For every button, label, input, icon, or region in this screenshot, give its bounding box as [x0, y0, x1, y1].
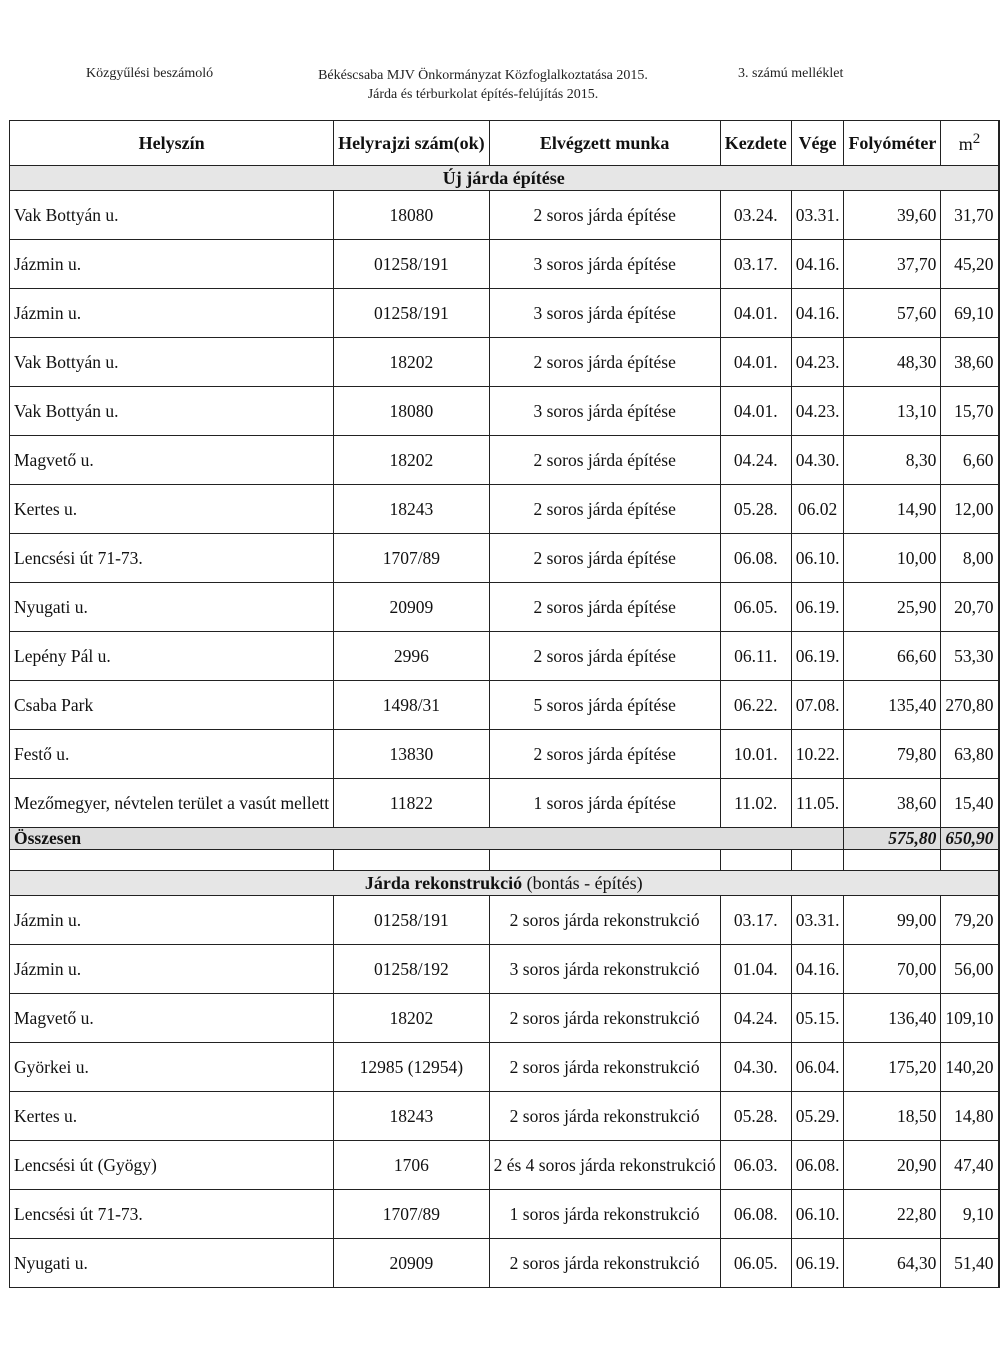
work-cell: 3 soros járda építése: [489, 240, 720, 289]
parcel-number-cell: 01258/191: [334, 896, 489, 945]
col-vege: Vége: [791, 121, 844, 166]
area-m2-cell: 69,10: [941, 289, 999, 338]
col-helyszin: Helyszín: [10, 121, 334, 166]
total-area-m2: 650,90: [941, 828, 999, 850]
work-cell: 2 soros járda építése: [489, 583, 720, 632]
length-meter-cell: 136,40: [844, 994, 941, 1043]
total-row: [10, 828, 999, 850]
work-cell: 2 soros járda építése: [489, 632, 720, 681]
table-row: [10, 387, 999, 436]
work-cell: 2 soros járda rekonstrukció: [489, 1043, 720, 1092]
header-center-line1: Békéscsaba MJV Önkormányzat Közfoglalkoztatása 2015.: [318, 68, 648, 83]
table-row: [10, 289, 999, 338]
spacer-cell: [844, 850, 941, 871]
end-date-cell: 06.08.: [791, 1141, 844, 1190]
table-row: [10, 945, 999, 994]
work-cell: 2 soros járda rekonstrukció: [489, 1239, 720, 1288]
start-date-cell: 03.17.: [720, 240, 791, 289]
length-meter-cell: 64,30: [844, 1239, 941, 1288]
end-date-cell: 11.05.: [791, 779, 844, 828]
work-cell: 2 soros járda rekonstrukció: [489, 896, 720, 945]
location-cell: Nyugati u.: [10, 583, 334, 632]
work-cell: 2 soros járda építése: [489, 191, 720, 240]
location-cell: Mezőmegyer, névtelen terület a vasút mellett: [10, 779, 334, 828]
end-date-cell: 04.16.: [791, 945, 844, 994]
header-center-line2: Járda és térburkolat építés-felújítás 2015.: [367, 87, 599, 102]
work-cell: 3 soros járda rekonstrukció: [489, 945, 720, 994]
end-date-cell: 05.15.: [791, 994, 844, 1043]
spacer-row: [10, 850, 999, 871]
area-m2-cell: 79,20: [941, 896, 999, 945]
area-m2-cell: 20,70: [941, 583, 999, 632]
length-meter-cell: 38,60: [844, 779, 941, 828]
location-cell: Jázmin u.: [10, 945, 334, 994]
location-cell: Lencsési út 71-73.: [10, 1190, 334, 1239]
start-date-cell: 04.01.: [720, 387, 791, 436]
end-date-cell: 07.08.: [791, 681, 844, 730]
parcel-number-cell: 13830: [334, 730, 489, 779]
section1-title: Új járda építése: [10, 166, 999, 191]
start-date-cell: 06.11.: [720, 632, 791, 681]
location-cell: Lepény Pál u.: [10, 632, 334, 681]
length-meter-cell: 14,90: [844, 485, 941, 534]
header-center: [288, 66, 678, 104]
start-date-cell: 06.08.: [720, 1190, 791, 1239]
location-cell: Magvető u.: [10, 994, 334, 1043]
parcel-number-cell: 01258/191: [334, 289, 489, 338]
table-row: [10, 681, 999, 730]
work-cell: 1 soros járda rekonstrukció: [489, 1190, 720, 1239]
start-date-cell: 03.24.: [720, 191, 791, 240]
area-m2-cell: 14,80: [941, 1092, 999, 1141]
table-row: [10, 730, 999, 779]
length-meter-cell: 25,90: [844, 583, 941, 632]
start-date-cell: 06.08.: [720, 534, 791, 583]
location-cell: Magvető u.: [10, 436, 334, 485]
length-meter-cell: 66,60: [844, 632, 941, 681]
start-date-cell: 04.01.: [720, 289, 791, 338]
section2-title-row: [10, 871, 999, 896]
col-munka: Elvégzett munka: [489, 121, 720, 166]
parcel-number-cell: 1706: [334, 1141, 489, 1190]
area-m2-cell: 15,40: [941, 779, 999, 828]
length-meter-cell: 22,80: [844, 1190, 941, 1239]
end-date-cell: 06.19.: [791, 583, 844, 632]
spacer-cell: [334, 850, 489, 871]
parcel-number-cell: 01258/191: [334, 240, 489, 289]
end-date-cell: 10.22.: [791, 730, 844, 779]
area-m2-cell: 109,10: [941, 994, 999, 1043]
spacer-cell: [791, 850, 844, 871]
area-m2-cell: 47,40: [941, 1141, 999, 1190]
parcel-number-cell: 1707/89: [334, 534, 489, 583]
spacer-cell: [489, 850, 720, 871]
spacer-cell: [10, 850, 334, 871]
location-cell: Lencsési út (Gyögy): [10, 1141, 334, 1190]
parcel-number-cell: 18202: [334, 436, 489, 485]
end-date-cell: 04.16.: [791, 240, 844, 289]
table-row: [10, 240, 999, 289]
location-cell: Lencsési út 71-73.: [10, 534, 334, 583]
area-m2-cell: 63,80: [941, 730, 999, 779]
area-m2-cell: 140,20: [941, 1043, 999, 1092]
spacer-cell: [720, 850, 791, 871]
length-meter-cell: 8,30: [844, 436, 941, 485]
parcel-number-cell: 01258/192: [334, 945, 489, 994]
start-date-cell: 05.28.: [720, 1092, 791, 1141]
area-m2-cell: 51,40: [941, 1239, 999, 1288]
length-meter-cell: 10,00: [844, 534, 941, 583]
work-cell: 3 soros járda építése: [489, 289, 720, 338]
parcel-number-cell: 1498/31: [334, 681, 489, 730]
col-m2: [941, 121, 999, 166]
work-cell: 2 soros járda építése: [489, 436, 720, 485]
end-date-cell: 06.10.: [791, 534, 844, 583]
area-m2-cell: 38,60: [941, 338, 999, 387]
start-date-cell: 05.28.: [720, 485, 791, 534]
location-cell: Jázmin u.: [10, 289, 334, 338]
area-m2-cell: 56,00: [941, 945, 999, 994]
parcel-number-cell: 18243: [334, 1092, 489, 1141]
end-date-cell: 04.23.: [791, 338, 844, 387]
work-cell: 5 soros járda építése: [489, 681, 720, 730]
table-row: [10, 896, 999, 945]
length-meter-cell: 79,80: [844, 730, 941, 779]
start-date-cell: 04.30.: [720, 1043, 791, 1092]
start-date-cell: 03.17.: [720, 896, 791, 945]
col-m2-unit: m: [958, 134, 973, 154]
work-cell: 2 soros járda építése: [489, 338, 720, 387]
col-m2-sup: 2: [972, 131, 981, 147]
table-row: [10, 1239, 999, 1288]
length-meter-cell: 39,60: [844, 191, 941, 240]
location-cell: Vak Bottyán u.: [10, 191, 334, 240]
work-cell: 2 soros járda rekonstrukció: [489, 994, 720, 1043]
spacer-cell: [941, 850, 999, 871]
length-meter-cell: 135,40: [844, 681, 941, 730]
col-helyrajzi: Helyrajzi szám(ok): [334, 121, 489, 166]
work-cell: 2 soros járda építése: [489, 485, 720, 534]
length-meter-cell: 20,90: [844, 1141, 941, 1190]
parcel-number-cell: 18202: [334, 338, 489, 387]
area-m2-cell: 15,70: [941, 387, 999, 436]
area-m2-cell: 45,20: [941, 240, 999, 289]
start-date-cell: 04.01.: [720, 338, 791, 387]
length-meter-cell: 175,20: [844, 1043, 941, 1092]
end-date-cell: 06.19.: [791, 1239, 844, 1288]
sidewalk-table: [9, 120, 1000, 1288]
start-date-cell: 06.03.: [720, 1141, 791, 1190]
parcel-number-cell: 11822: [334, 779, 489, 828]
start-date-cell: 04.24.: [720, 994, 791, 1043]
end-date-cell: 03.31.: [791, 191, 844, 240]
table-row: [10, 1190, 999, 1239]
length-meter-cell: 70,00: [844, 945, 941, 994]
table-row: [10, 994, 999, 1043]
length-meter-cell: 48,30: [844, 338, 941, 387]
work-cell: 2 soros járda építése: [489, 730, 720, 779]
parcel-number-cell: 2996: [334, 632, 489, 681]
section2-title: [10, 871, 999, 896]
col-folyometer: Folyóméter: [844, 121, 941, 166]
work-cell: 1 soros járda építése: [489, 779, 720, 828]
end-date-cell: 04.23.: [791, 387, 844, 436]
length-meter-cell: 99,00: [844, 896, 941, 945]
table-row: [10, 534, 999, 583]
column-header-row: [10, 121, 999, 166]
work-cell: 2 soros járda rekonstrukció: [489, 1092, 720, 1141]
location-cell: Festő u.: [10, 730, 334, 779]
location-cell: Jázmin u.: [10, 240, 334, 289]
end-date-cell: 06.04.: [791, 1043, 844, 1092]
length-meter-cell: 18,50: [844, 1092, 941, 1141]
table-row: [10, 338, 999, 387]
table-row: [10, 1141, 999, 1190]
section1-title-row: [10, 166, 999, 191]
section2-title-bold: Járda rekonstrukció: [364, 872, 523, 893]
table-row: [10, 583, 999, 632]
work-cell: 2 soros járda építése: [489, 534, 720, 583]
start-date-cell: 10.01.: [720, 730, 791, 779]
end-date-cell: 04.16.: [791, 289, 844, 338]
area-m2-cell: 9,10: [941, 1190, 999, 1239]
end-date-cell: 03.31.: [791, 896, 844, 945]
length-meter-cell: 13,10: [844, 387, 941, 436]
section2-title-normal: (bontás - építés): [522, 872, 643, 893]
parcel-number-cell: 1707/89: [334, 1190, 489, 1239]
length-meter-cell: 37,70: [844, 240, 941, 289]
location-cell: Nyugati u.: [10, 1239, 334, 1288]
table-row: [10, 1092, 999, 1141]
start-date-cell: 01.04.: [720, 945, 791, 994]
start-date-cell: 06.05.: [720, 583, 791, 632]
start-date-cell: 06.05.: [720, 1239, 791, 1288]
table-row: [10, 191, 999, 240]
location-cell: Kertes u.: [10, 485, 334, 534]
table-row: [10, 632, 999, 681]
length-meter-cell: 57,60: [844, 289, 941, 338]
table-row: [10, 779, 999, 828]
parcel-number-cell: 20909: [334, 1239, 489, 1288]
end-date-cell: 06.02: [791, 485, 844, 534]
parcel-number-cell: 12985 (12954): [334, 1043, 489, 1092]
parcel-number-cell: 20909: [334, 583, 489, 632]
parcel-number-cell: 18202: [334, 994, 489, 1043]
total-length-meter: 575,80: [844, 828, 941, 850]
table-row: [10, 485, 999, 534]
start-date-cell: 11.02.: [720, 779, 791, 828]
end-date-cell: 04.30.: [791, 436, 844, 485]
area-m2-cell: 270,80: [941, 681, 999, 730]
area-m2-cell: 53,30: [941, 632, 999, 681]
header-left: Közgyűlési beszámoló: [86, 66, 214, 81]
location-cell: Vak Bottyán u.: [10, 387, 334, 436]
header-right: 3. számú melléklet: [738, 66, 844, 81]
start-date-cell: 06.22.: [720, 681, 791, 730]
total-label: Összesen: [10, 828, 844, 850]
area-m2-cell: 6,60: [941, 436, 999, 485]
area-m2-cell: 8,00: [941, 534, 999, 583]
parcel-number-cell: 18080: [334, 191, 489, 240]
table-row: [10, 1043, 999, 1092]
end-date-cell: 06.19.: [791, 632, 844, 681]
work-cell: 2 és 4 soros járda rekonstrukció: [489, 1141, 720, 1190]
start-date-cell: 04.24.: [720, 436, 791, 485]
work-cell: 3 soros járda építése: [489, 387, 720, 436]
end-date-cell: 05.29.: [791, 1092, 844, 1141]
end-date-cell: 06.10.: [791, 1190, 844, 1239]
parcel-number-cell: 18243: [334, 485, 489, 534]
area-m2-cell: 12,00: [941, 485, 999, 534]
location-cell: Vak Bottyán u.: [10, 338, 334, 387]
location-cell: Kertes u.: [10, 1092, 334, 1141]
area-m2-cell: 31,70: [941, 191, 999, 240]
table-row: [10, 436, 999, 485]
location-cell: Jázmin u.: [10, 896, 334, 945]
parcel-number-cell: 18080: [334, 387, 489, 436]
location-cell: Csaba Park: [10, 681, 334, 730]
location-cell: Györkei u.: [10, 1043, 334, 1092]
col-kezdete: Kezdete: [720, 121, 791, 166]
